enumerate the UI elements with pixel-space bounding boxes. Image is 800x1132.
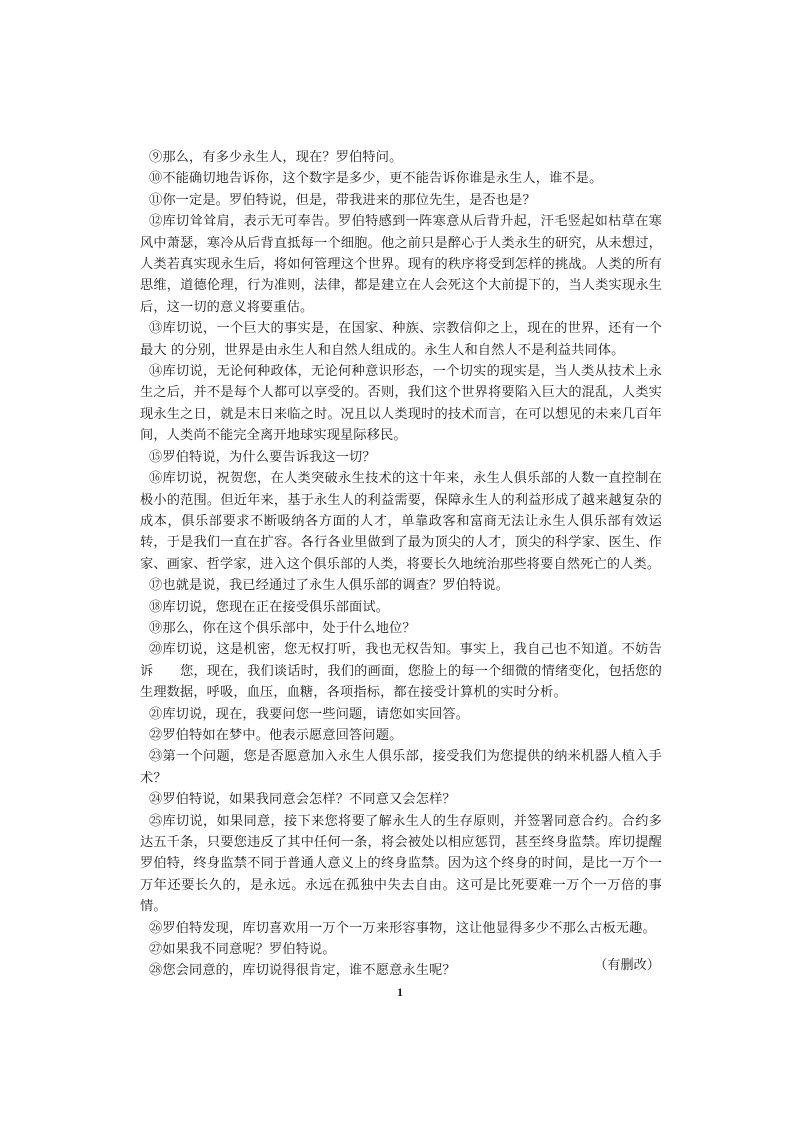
paragraph-16: ⑯库切说，祝贺您，在人类突破永生技术的这十年来，永生人俱乐部的人数一直控制在极小的范围。但近年来，基于永生人的利益需要，保障永生人的利益形成了越来越复杂的成本，俱乐部要求不断吸纳各方面的人才，单靠政客和富商无法让永生人俱乐部有效运转，于是我们一直在扩容。各行各业里做到了最为顶尖的人才，顶尖的科学家、医生、作家、画家、哲学家，进入这个俱乐部的人类，将要长久地统治那些将要自然死亡的人类。 — [140, 471, 662, 572]
abridged-note: （有删改） — [594, 958, 660, 973]
paragraph-22: ㉒罗伯特如在梦中。他表示愿意回答问题。 — [149, 727, 403, 743]
paragraph-18: ⑱库切说，您现在正在接受俱乐部面试。 — [149, 599, 390, 615]
paragraph-17: ⑰也就是说，我已经通过了永生人俱乐部的调查？罗伯特说。 — [149, 578, 510, 594]
paragraph-12: ⑫库切耸耸肩，表示无可奉告。罗伯特感到一阵寒意从后背升起，汗毛竖起如枯草在寒风中萧瑟，寒冷从后背直抵每一个细胞。他之前只是醉心于人类永生的研究，从未想过，人类若真实现永生后，将如何管理这个世界。现有的秩序将受到怎样的挑战。人类的所有思维，道德伦理，行为准则，法律，都是建立在人会死这个大前提下的，当人类实现永生后，这一切的意义将要重估。 — [140, 214, 662, 315]
page-number: 1 — [397, 985, 403, 999]
paragraph-21: ㉑库切说，现在，我要问您一些问题，请您如实回答。 — [149, 706, 470, 722]
paragraph-13: ⑬库切说，一个巨大的事实是，在国家、种族、宗教信仰之上，现在的世界，还有一个最大 的分别，世界是由永生人和自然人组成的。永生人和自然人不是利益共同体。 — [140, 321, 662, 358]
paragraph-27: ㉗如果我不同意呢？罗伯特说。 — [149, 942, 336, 958]
paragraph-15: ⑮罗伯特说，为什么要告诉我这一切？ — [149, 449, 376, 465]
paragraph-26: ㉖罗伯特发现，库切喜欢用一万个一万来形容事物，这让他显得多少不那么古板无趣。 — [149, 920, 656, 936]
paragraph-19: ⑲那么，你在这个俱乐部中，处于什么地位？ — [149, 620, 416, 636]
paragraph-11: ⑪你一定是。罗伯特说，但是，带我进来的那位先生，是否也是？ — [149, 192, 536, 208]
paragraph-28: ㉘您会同意的，库切说得很肯定，谁不愿意永生呢？ — [149, 963, 456, 979]
paragraph-20: ⑳库切说，这是机密，您无权打听，我也无权告知。事实上，我自己也不知道。不妨告诉 您，现在，我们谈话时，我们的画面，您脸上的每一个细微的情绪变化，包括您的生理数据，呼吸，血压，血糖，各项指标，都在接受计算机的实时分析。 — [140, 642, 662, 701]
paragraph-9: ⑨那么，有多少永生人，现在？罗伯特问。 — [149, 150, 403, 165]
paragraph-14: ⑭库切说，无论何种政体，无论何种意识形态，一个切实的现实是，当人类从技术上永生之后，并不是每个人都可以享受的。否则，我们这个世界将要陷入巨大的混乱，人类实现永生之日，就是末日来临之时。况且以人类现时的技术而言，在可以想见的未来几百年 间，人类尚不能完全离开地球实现星际移民。 — [140, 364, 662, 444]
paragraph-24: ㉔罗伯特说，如果我同意会怎样？不同意又会怎样？ — [149, 792, 456, 808]
paragraph-10: ⑩不能确切地告诉你，这个数字是多少，更不能告诉你谁是永生人，谁不是。 — [149, 171, 603, 187]
paragraph-23: ㉓第一个问题，您是否愿意加入永生人俱乐部，接受我们为您提供的纳米机器人植入手术？ — [140, 749, 662, 786]
story-body — [140, 147, 662, 982]
paragraph-25: ㉕库切说，如果同意，接下来您将要了解永生人的生存原则，并签署同意合约。合约多达五千条，只要您违反了其中任何一条，将会被处以相应惩罚，甚至终身监禁。库切提醒罗伯特，终身监禁不同于普通人意义上的终身监禁。因为这个终身的时间，是比一万个一万年还要长久的，是永远。永远在孤独中失去自由。这可是比死要难一万个一万倍的事情。 — [140, 813, 662, 915]
